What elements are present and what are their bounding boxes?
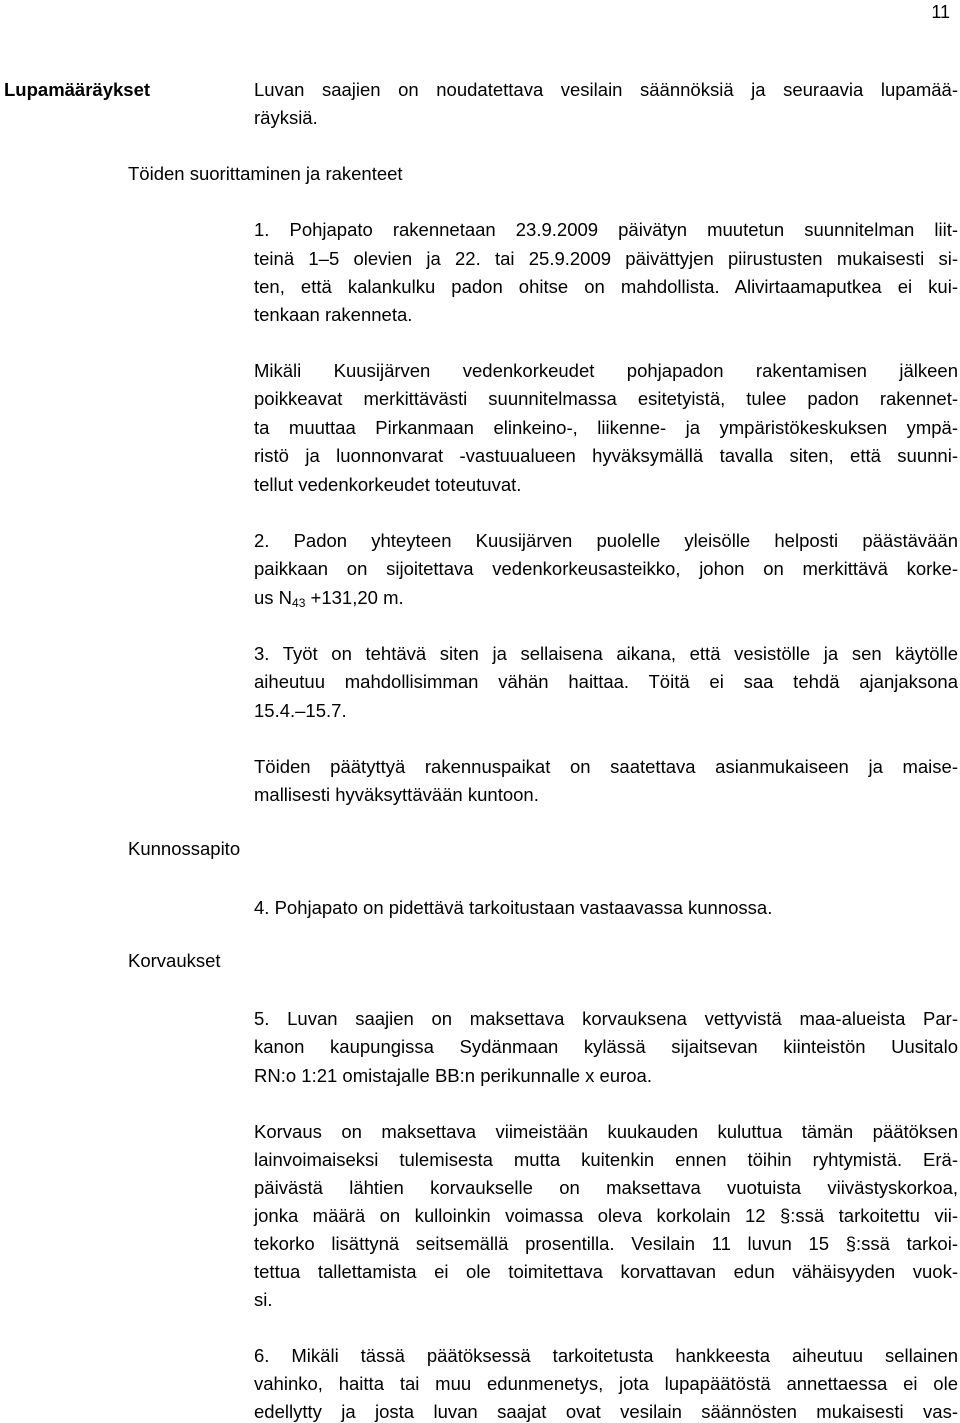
- korvaus-line: päivästä lähtien korvaukselle on maksettava vuotuista viivästyskorkoa,: [254, 1177, 958, 1198]
- korvaus-line: lainvoimaiseksi tulemisesta mutta kuitenkin ennen töihin ryhtymistä. Erä-: [254, 1149, 958, 1170]
- korvaus-line: Korvaus on maksettava viimeistään kuukauden kuluttua tämän päätöksen: [254, 1121, 958, 1142]
- korvaus-line: tekorko lisättynä seitsemällä prosentilla. Vesilain 11 luvun 15 §:ssä tarkoi-: [254, 1233, 958, 1254]
- item2-line: 2. Padon yhteyteen Kuusijärven puolelle yleisölle helposti päästävään: [254, 530, 958, 551]
- item6-line: vahinko, haitta tai muu edunmenetys, jota lupapäätöstä annettaessa ei ole: [254, 1373, 958, 1394]
- item5-line: kanon kaupungissa Sydänmaan kylässä sijaitsevan kiinteistön Uusitalo: [254, 1036, 958, 1057]
- heading-korvaukset: Korvaukset: [128, 950, 221, 971]
- item3-line: 15.4.–15.7.: [254, 700, 347, 721]
- mikali-line: tellut vedenkorkeudet toteutuvat.: [254, 474, 522, 495]
- intro-line: Luvan saajien on noudatettava vesilain säännöksiä ja seuraavia lupamää-: [254, 79, 958, 100]
- toiden-paatyttya-line: Töiden päätyttyä rakennuspaikat on saatettava asianmukaiseen ja maise-: [254, 756, 958, 777]
- intro-line: räyksiä.: [254, 107, 318, 128]
- item1-line: tenkaan rakenneta.: [254, 304, 413, 325]
- korvaus-line: si.: [254, 1289, 273, 1310]
- item6-line: edellytty ja josta luvan saajat ovat vesilain säännösten mukaisesti vas-: [254, 1401, 958, 1422]
- korvaus-line: jonka määrä on kulloinkin voimassa oleva korkolain 12 §:ssä tarkoitettu vii-: [254, 1205, 958, 1226]
- korvaus-line: tettua tallettamista ei ole toimitettava korvattavan edun vähäisyyden vuok-: [254, 1261, 958, 1282]
- item3-line: aiheutuu mahdollisimman vähän haittaa. Töitä ei saa tehdä ajanjaksona: [254, 671, 958, 692]
- mikali-line: Mikäli Kuusijärven vedenkorkeudet pohjapadon rakentamisen jälkeen: [254, 360, 958, 381]
- heading-lupamaaraykset: Lupamääräykset: [4, 79, 151, 100]
- item2-subscript: 43: [292, 596, 306, 610]
- page-number: 11: [931, 2, 950, 22]
- item1-line: teinä 1–5 olevien ja 22. tai 25.9.2009 päivättyjen piirustusten mukaisesti si-: [254, 248, 958, 269]
- item2-prefix: us N: [254, 587, 293, 608]
- item2-line: paikkaan on sijoitettava vedenkorkeusasteikko, johon on merkittävä korke-: [254, 558, 958, 579]
- mikali-line: ta muuttaa Pirkanmaan elinkeino-, liikenne- ja ympäristökeskuksen ympä-: [254, 417, 958, 438]
- item6-line: 6. Mikäli tässä päätöksessä tarkoitetusta hankkeesta aiheutuu sellainen: [254, 1345, 958, 1366]
- heading-toiden-suorittaminen: Töiden suorittaminen ja rakenteet: [128, 163, 403, 184]
- item2-line-last: [254, 587, 404, 609]
- item2-suffix: +131,20 m.: [305, 587, 404, 608]
- item5-line: 5. Luvan saajien on maksettava korvauksena vettyvistä maa-alueista Par-: [254, 1008, 958, 1029]
- item1-line: 1. Pohjapato rakennetaan 23.9.2009 päivätyn muutetun suunnitelman liit-: [254, 219, 958, 240]
- mikali-line: poikkeavat merkittävästi suunnitelmassa esitetyistä, tulee padon rakennet-: [254, 388, 958, 409]
- item5-line: RN:o 1:21 omistajalle BB:n perikunnalle x euroa.: [254, 1065, 652, 1086]
- item3-line: 3. Työt on tehtävä siten ja sellaisena aikana, että vesistölle ja sen käytölle: [254, 643, 958, 664]
- toiden-paatyttya-line: mallisesti hyväksyttävään kuntoon.: [254, 784, 539, 805]
- mikali-line: ristö ja luonnonvarat -vastuualueen hyväksymällä tavalla siten, että suunni-: [254, 445, 958, 466]
- item4-line: 4. Pohjapato on pidettävä tarkoitustaan vastaavassa kunnossa.: [254, 897, 773, 918]
- heading-kunnossapito: Kunnossapito: [128, 838, 241, 859]
- item1-line: ten, että kalankulku padon ohitse on mahdollista. Alivirtaamaputkea ei kui-: [254, 276, 958, 297]
